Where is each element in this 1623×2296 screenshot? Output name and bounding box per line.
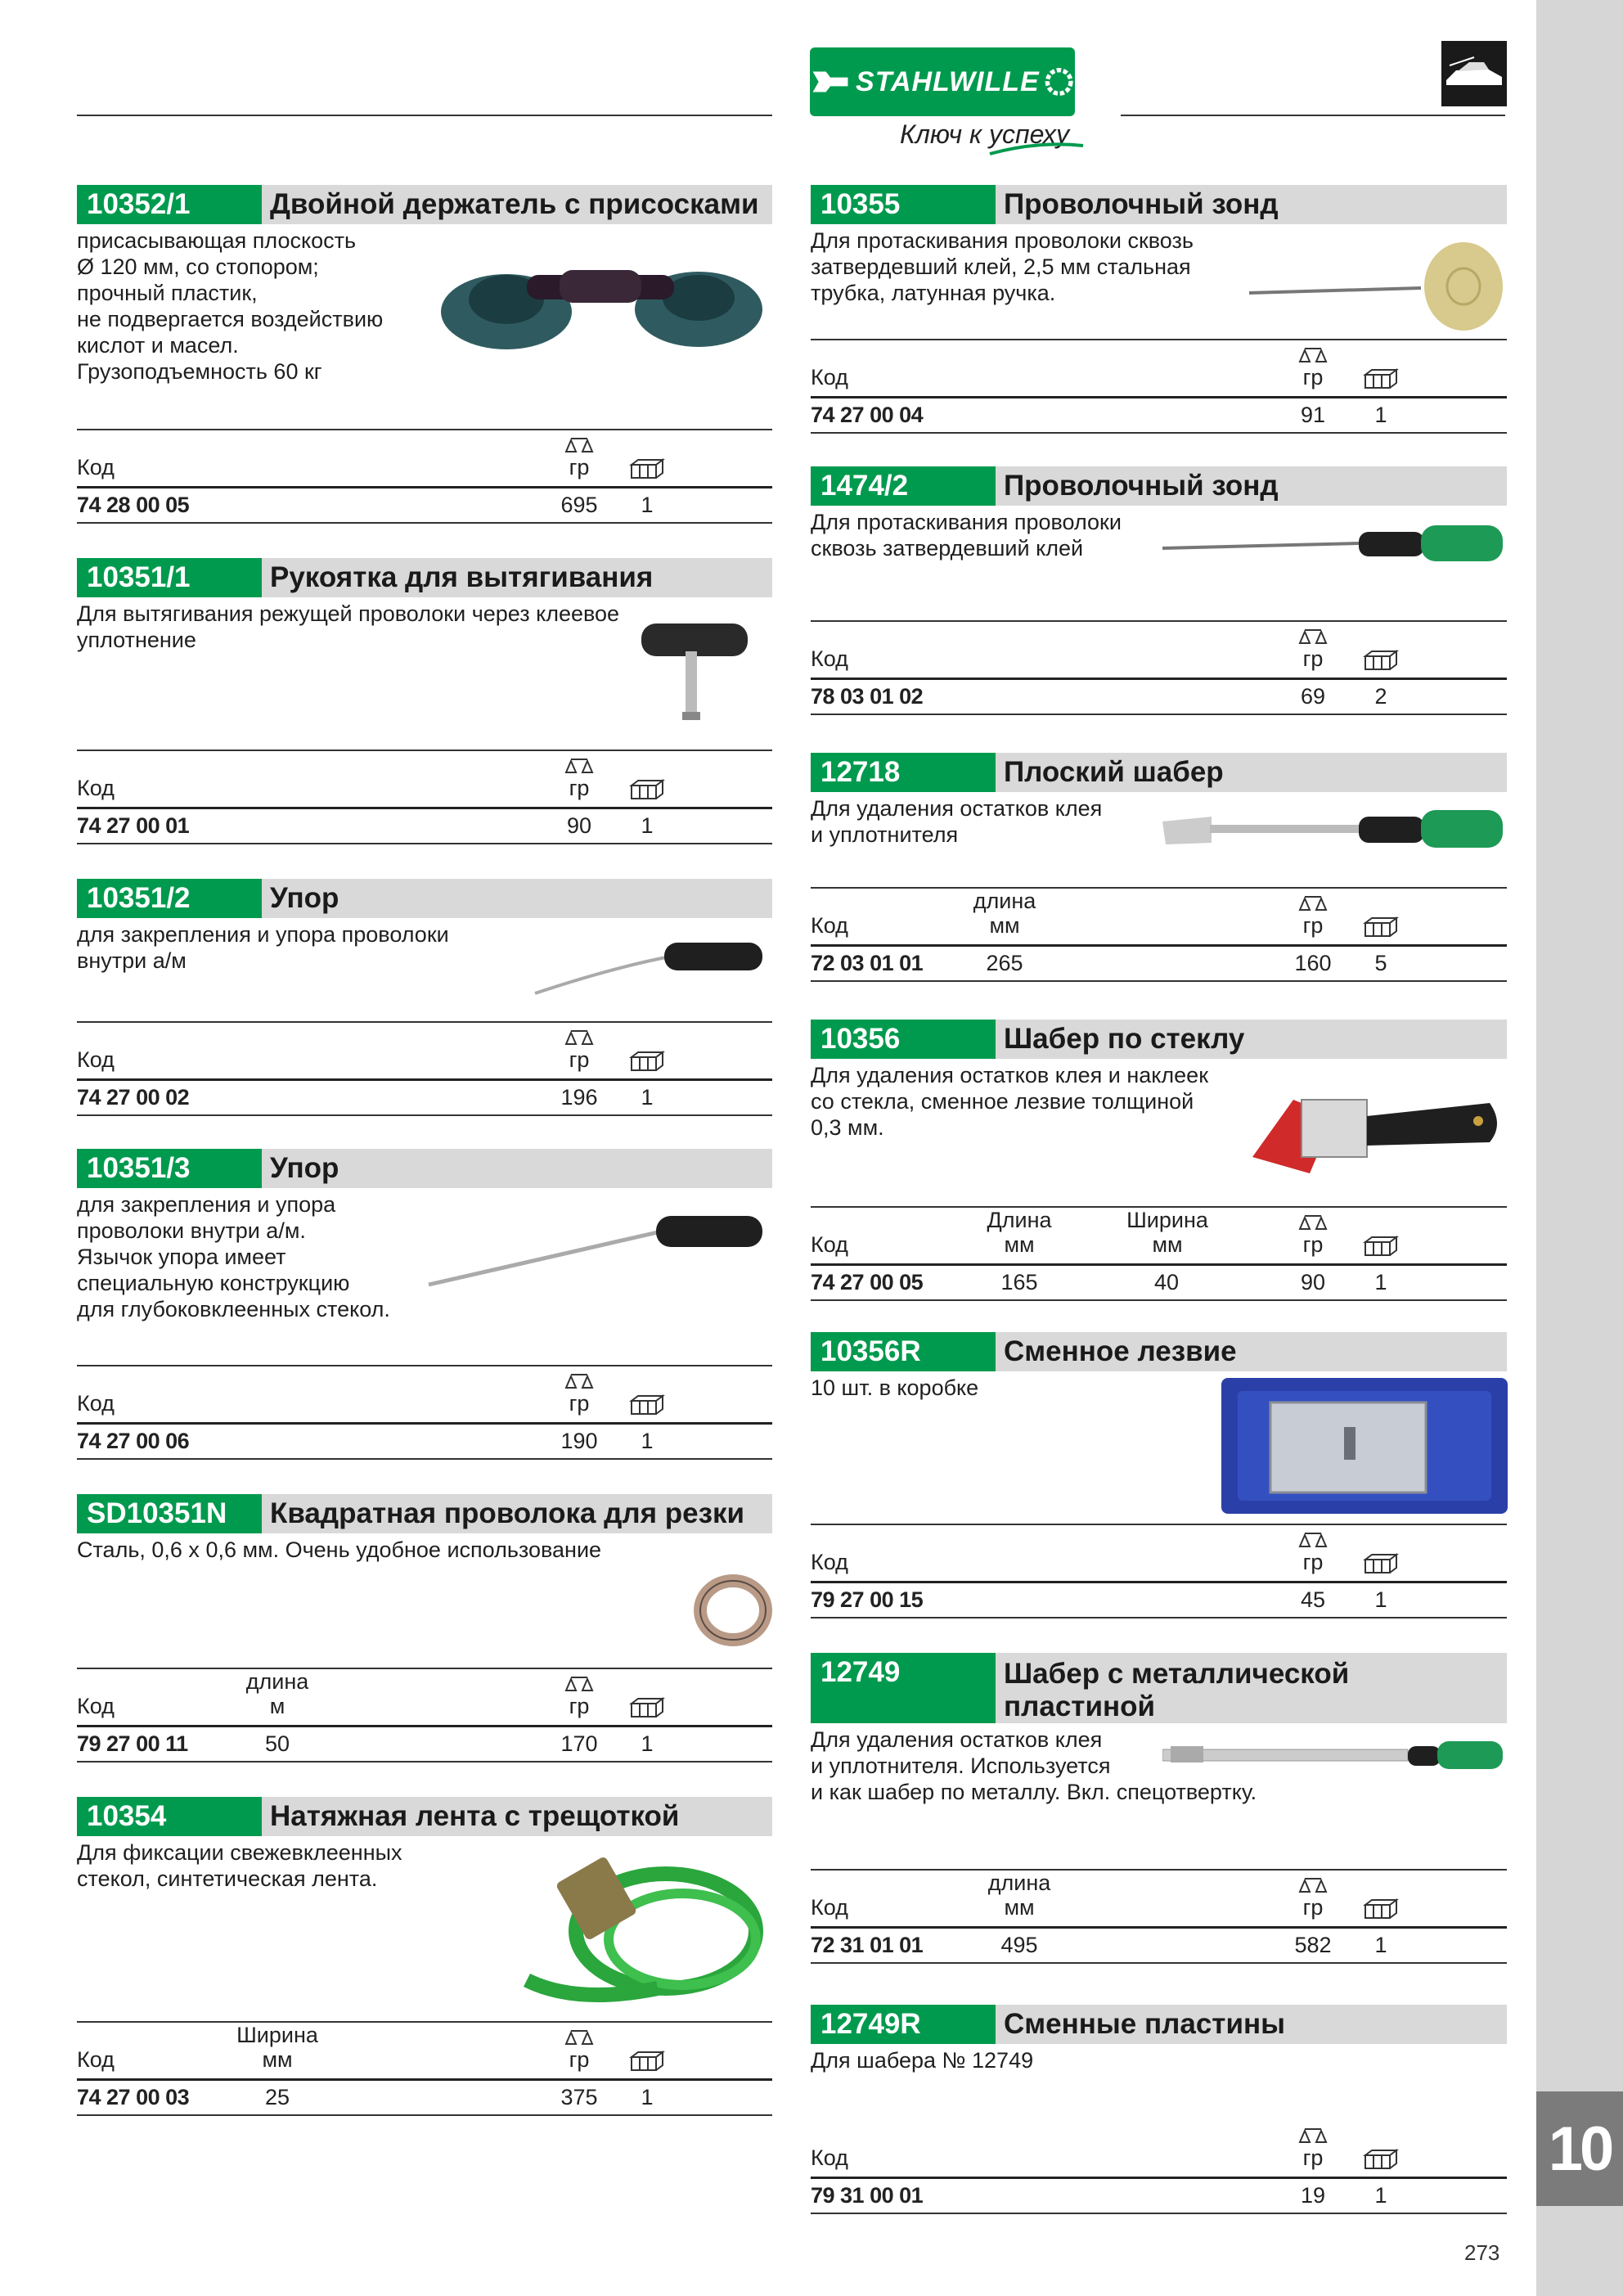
product-code: 12718 (811, 753, 996, 792)
weight-value: 69 (1300, 684, 1326, 709)
product-description: присасывающая плоскость Ø 120 мм, со стопором; прочный пластик, не подвергается воздействию кислот и масел. Грузоподъемность 60 кг (77, 228, 384, 384)
product-title: Натяжная лента с трещоткой (262, 1797, 772, 1836)
product-12749R (811, 2005, 1507, 2219)
product-title: Упор (262, 879, 772, 918)
article-code: 74 27 00 04 (811, 403, 924, 427)
width-value: 40 (1153, 1270, 1180, 1294)
flat-scraper-image (1162, 797, 1506, 862)
length-value: 165 (1000, 1270, 1038, 1294)
weight-icon (561, 2026, 597, 2047)
tagline-swoosh-icon (988, 139, 1085, 157)
weight-icon (1295, 344, 1331, 365)
article-code: 74 27 00 01 (77, 813, 190, 838)
package-qty: 1 (641, 1085, 654, 1110)
blade-box-image (1221, 1378, 1508, 1514)
product-header (811, 185, 1507, 224)
package-icon (1362, 650, 1400, 671)
weight-value: 91 (1300, 403, 1326, 427)
spec-table (811, 1206, 1507, 1301)
product-title: Проволочный зонд (996, 466, 1507, 506)
col-code-header: Код (811, 646, 848, 671)
spec-table (811, 620, 1507, 715)
product-code: 10351/1 (77, 558, 262, 597)
product-10351-2 (77, 879, 772, 1121)
package-qty: 1 (1374, 1270, 1387, 1294)
product-code: 12749 (811, 1653, 996, 1723)
wire-coil-image (690, 1564, 772, 1654)
col-gr-header: гр (569, 1694, 590, 1718)
spec-table (77, 750, 772, 844)
product-title: Шабер по стеклу (996, 1020, 1507, 1059)
suction-holder-image (437, 234, 764, 357)
product-header (77, 1149, 772, 1188)
package-icon (628, 2051, 666, 2072)
package-icon (1362, 2149, 1400, 2170)
col-gr-header: гр (1302, 1895, 1324, 1920)
package-qty: 1 (641, 1731, 654, 1756)
weight-value: 45 (1300, 1587, 1326, 1612)
product-header (811, 1020, 1507, 1059)
product-header (811, 1653, 1507, 1723)
product-header (77, 1494, 772, 1533)
product-title: Шабер с металлической пластиной (996, 1653, 1507, 1723)
weight-icon (561, 1672, 597, 1694)
weight-icon (561, 434, 597, 455)
col-code-header: Код (811, 1550, 848, 1574)
weight-icon (561, 1370, 597, 1391)
package-icon (628, 458, 666, 479)
article-code: 78 03 01 02 (811, 684, 924, 709)
product-header (811, 1332, 1507, 1371)
weight-icon (1295, 2124, 1331, 2145)
col-code-header: Код (77, 455, 115, 479)
package-qty: 1 (1374, 1933, 1387, 1957)
package-icon (628, 779, 666, 800)
weight-value: 375 (560, 2085, 598, 2109)
spec-table (811, 339, 1507, 434)
product-description: Для удаления остатков клея и уплотнителя. Используется и как шабер по металлу. Вкл. спецотвертку. (811, 1727, 1257, 1804)
spec-table (77, 1668, 772, 1763)
package-qty: 2 (1374, 684, 1387, 709)
header-rule-left (77, 115, 772, 116)
length-value: 265 (986, 951, 1023, 975)
product-10351-3 (77, 1149, 772, 1465)
col-code-header: Код (77, 1047, 115, 1072)
col-length-unit: мм (1004, 1232, 1035, 1257)
product-12718 (811, 753, 1507, 987)
product-title: Квадратная проволока для резки (262, 1494, 772, 1533)
product-12749 (811, 1653, 1507, 1969)
product-description: Для вытягивания режущей проволоки через клеевое уплотнение (77, 601, 620, 652)
package-icon (1362, 916, 1400, 938)
product-description: Для протаскивания проволоки сквозь затвердевший клей (811, 510, 1122, 560)
product-description: Для протаскивания проволоки сквозь затвердевший клей, 2,5 мм стальная трубка, латунная ручка. (811, 228, 1194, 305)
product-title: Рукоятка для вытягивания (262, 558, 772, 597)
col-code-header: Код (811, 1232, 848, 1257)
col-width-header: Ширина (236, 2023, 318, 2047)
spec-table (811, 1524, 1507, 1618)
brand-tagline: Ключ к успеху (900, 119, 1069, 149)
product-description: Для удаления остатков клея и наклеек со стекла, сменное лезвие толщиной 0,3 мм. (811, 1063, 1208, 1140)
product-code: SD10351N (77, 1494, 262, 1533)
weight-value: 582 (1294, 1933, 1332, 1957)
package-icon (628, 1051, 666, 1072)
col-code-header: Код (77, 1694, 115, 1718)
package-qty: 1 (641, 813, 654, 838)
product-header (811, 753, 1507, 792)
col-code-header: Код (77, 1391, 115, 1416)
product-10354 (77, 1797, 772, 2121)
article-code: 79 27 00 11 (77, 1731, 188, 1756)
metal-blade-scraper-image (1162, 1731, 1506, 1781)
spec-table (77, 2021, 772, 2116)
product-10356 (811, 1020, 1507, 1306)
product-title: Упор (262, 1149, 772, 1188)
wire-probe-image (1249, 236, 1503, 334)
col-gr-header: гр (1302, 646, 1324, 671)
brand-logo (810, 47, 1075, 116)
article-code: 72 03 01 01 (811, 951, 924, 975)
article-code: 74 27 00 03 (77, 2085, 190, 2109)
article-code: 72 31 01 01 (811, 1933, 924, 1957)
col-gr-header: гр (1302, 2145, 1324, 2170)
col-gr-header: гр (1302, 913, 1324, 938)
product-title: Двойной держатель с присосками (262, 185, 772, 224)
product-code: 10354 (77, 1797, 262, 1836)
logo-text: STAHLWILLE (856, 65, 1040, 97)
col-length-unit: мм (1004, 1895, 1035, 1920)
col-gr-header: гр (1302, 365, 1324, 389)
spec-table (77, 429, 772, 524)
product-header (77, 185, 772, 224)
col-gr-header: гр (569, 776, 590, 800)
length-value: 495 (1000, 1933, 1038, 1957)
spec-table (811, 2119, 1507, 2214)
weight-icon (561, 1026, 597, 1047)
package-icon (1362, 368, 1400, 389)
weight-icon (1295, 892, 1331, 913)
product-description: для закрепления и упора проволоки внутри а/м (77, 922, 449, 973)
product-header (811, 2005, 1507, 2044)
col-length-header: Длина (987, 1208, 1052, 1232)
spec-table (77, 1021, 772, 1116)
product-description: Для шабера № 12749 (811, 2048, 1034, 2073)
package-icon (1362, 1898, 1400, 1920)
article-code: 74 27 00 06 (77, 1429, 190, 1453)
col-code-header: Код (811, 1895, 848, 1920)
product-title: Сменное лезвие (996, 1332, 1507, 1371)
product-description: Для удаления остатков клея и уплотнителя (811, 796, 1103, 847)
weight-value: 170 (560, 1731, 598, 1756)
product-description: 10 шт. в коробке (811, 1375, 979, 1400)
weight-value: 19 (1300, 2183, 1326, 2208)
package-qty: 1 (641, 2085, 654, 2109)
package-qty: 1 (1374, 2183, 1387, 2208)
col-code-header: Код (77, 776, 115, 800)
col-width-unit: мм (1152, 1232, 1183, 1257)
col-code-header: Код (811, 365, 848, 389)
product-1474-2 (811, 466, 1507, 720)
weight-value: 695 (560, 493, 598, 517)
col-code-header: Код (811, 913, 848, 938)
side-strip (1536, 0, 1623, 2296)
package-icon (1362, 1236, 1400, 1257)
ratchet-strap-image (510, 1841, 772, 2013)
product-header (77, 558, 772, 597)
col-width-unit: мм (262, 2047, 293, 2072)
product-description: Сталь, 0,6 x 0,6 мм. Очень удобное использование (77, 1537, 602, 1562)
product-code: 10351/2 (77, 879, 262, 918)
col-length-unit: мм (989, 913, 1020, 938)
col-length-header: длина (245, 1669, 309, 1694)
weight-value: 190 (560, 1429, 598, 1453)
product-10355 (811, 185, 1507, 439)
package-icon (628, 1394, 666, 1416)
length-value: 50 (264, 1731, 290, 1756)
product-title: Проволочный зонд (996, 185, 1507, 224)
chapter-tab: 10 (1536, 2091, 1623, 2206)
glass-scraper-image (1244, 1067, 1506, 1190)
article-code: 74 28 00 05 (77, 493, 190, 517)
col-length-header: длина (973, 889, 1036, 913)
product-10352-1 (77, 185, 772, 529)
col-gr-header: гр (1302, 1232, 1324, 1257)
col-gr-header: гр (569, 2047, 590, 2072)
package-icon (628, 1697, 666, 1718)
article-code: 74 27 00 02 (77, 1085, 190, 1110)
width-value: 25 (264, 2085, 290, 2109)
product-code: 10352/1 (77, 185, 262, 224)
product-SD10351N (77, 1494, 772, 1767)
gear-logo-icon (1043, 64, 1075, 100)
product-code: 10355 (811, 185, 996, 224)
product-code: 10356R (811, 1332, 996, 1371)
page-number: 273 (1464, 2240, 1500, 2265)
product-code: 1474/2 (811, 466, 996, 506)
article-code: 74 27 00 05 (811, 1270, 924, 1294)
col-gr-header: гр (1302, 1550, 1324, 1574)
col-length-unit: м (269, 1694, 285, 1718)
wire-probe-green-image (1162, 511, 1506, 568)
stop-tool-deep-image (420, 1203, 772, 1301)
spec-table (811, 887, 1507, 982)
product-header (77, 879, 772, 918)
weight-icon (1295, 1874, 1331, 1895)
product-description: Для фиксации свежевклеенных стекол, синтетическая лента. (77, 1840, 402, 1891)
package-qty: 1 (1374, 1587, 1387, 1612)
col-length-header: длина (987, 1871, 1051, 1895)
weight-icon (1295, 1528, 1331, 1550)
package-qty: 1 (641, 493, 654, 517)
weight-icon (1295, 625, 1331, 646)
weight-value: 196 (560, 1085, 598, 1110)
weight-icon (1295, 1211, 1331, 1232)
weight-icon (561, 754, 597, 776)
stop-tool-image (527, 928, 772, 1010)
col-gr-header: гр (569, 1391, 590, 1416)
product-code: 10356 (811, 1020, 996, 1059)
car-category-icon (1441, 41, 1507, 106)
product-code: 10351/3 (77, 1149, 262, 1188)
product-description: для закрепления и упора проволоки внутри а/м. Язычок упора имеет специальную конструкцию для глубоковклеенных стекол. (77, 1192, 390, 1321)
weight-value: 90 (566, 813, 592, 838)
col-gr-header: гр (569, 455, 590, 479)
package-qty: 1 (641, 1429, 654, 1453)
product-code: 12749R (811, 2005, 996, 2044)
product-10356R (811, 1332, 1507, 1623)
spec-table (77, 1365, 772, 1460)
col-gr-header: гр (569, 1047, 590, 1072)
product-header (811, 466, 1507, 506)
package-qty: 1 (1374, 403, 1387, 427)
col-code-header: Код (811, 2145, 848, 2170)
product-title: Плоский шабер (996, 753, 1507, 792)
package-icon (1362, 1553, 1400, 1574)
col-width-header: Ширина (1126, 1208, 1208, 1232)
package-qty: 5 (1374, 951, 1387, 975)
weight-value: 160 (1294, 951, 1332, 975)
product-title: Сменные пластины (996, 2005, 1507, 2044)
product-header (77, 1797, 772, 1836)
spec-table (811, 1869, 1507, 1964)
weight-value: 90 (1300, 1270, 1326, 1294)
col-code-header: Код (77, 2047, 115, 2072)
article-code: 79 31 00 01 (811, 2183, 924, 2208)
product-10351-1 (77, 558, 772, 849)
article-code: 79 27 00 15 (811, 1587, 924, 1612)
header-rule-right (1121, 115, 1505, 116)
wrench-logo-icon (810, 62, 851, 101)
pull-handle-image (633, 615, 756, 730)
